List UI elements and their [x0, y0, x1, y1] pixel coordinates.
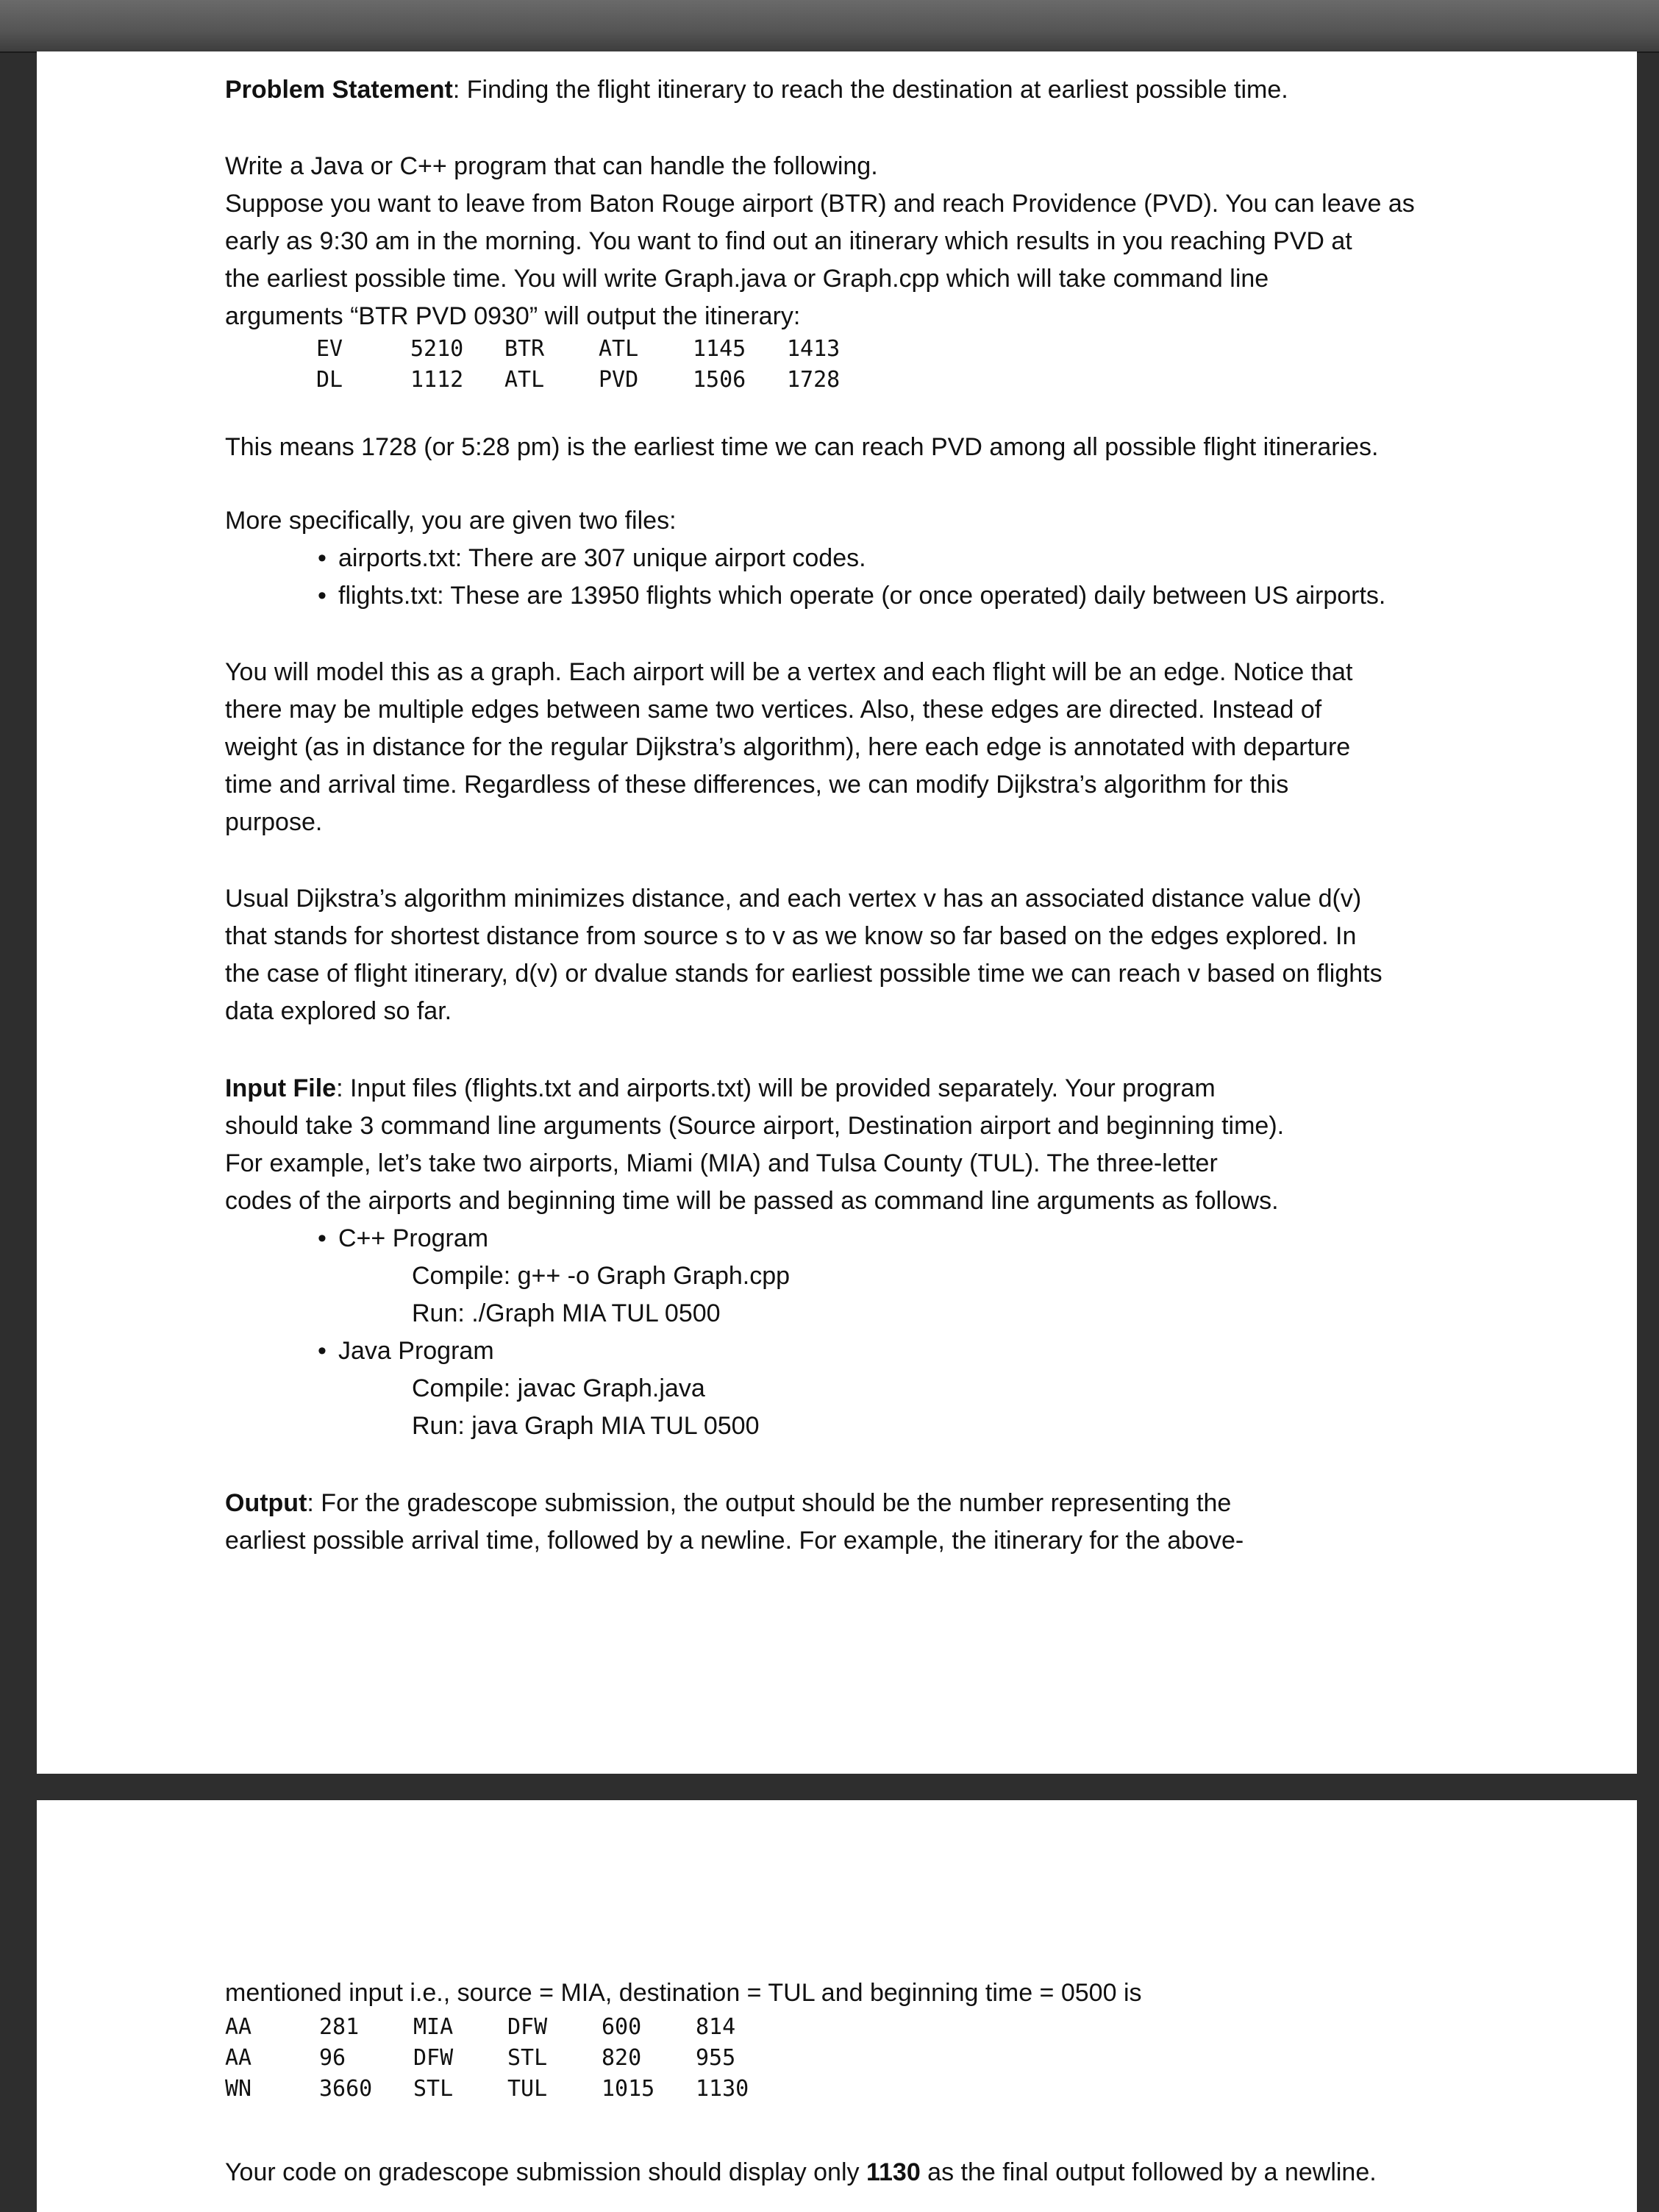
output-line-1: Output: For the gradescope submission, the output should be the number representing the — [225, 1489, 1232, 1517]
list-item: • flights.txt: These are 13950 flights which operate (or once operated) daily between US airports. — [318, 577, 1385, 615]
table-row: EV 5210 BTR ATL 1145 1413 — [316, 336, 841, 362]
model-line-2: there may be multiple edges between same two vertices. Also, these edges are directed. Instead of — [225, 696, 1322, 724]
table-row: DL 1112 ATL PVD 1506 1728 — [316, 367, 841, 393]
dijkstra-line-2: that stands for shortest distance from source s to v as we know so far based on the edges explored. In — [225, 922, 1357, 950]
cpp-run-command: Run: ./Graph MIA TUL 0500 — [412, 1299, 721, 1327]
intro-line-2: Suppose you want to leave from Baton Rouge airport (BTR) and reach Providence (PVD). You can leave as — [225, 190, 1415, 218]
problem-statement: Problem Statement: Finding the flight itinerary to reach the destination at earliest possible time. — [225, 76, 1288, 104]
input-file-line-4: codes of the airports and beginning time will be passed as command line arguments as follows. — [225, 1187, 1279, 1215]
model-line-1: You will model this as a graph. Each airport will be a vertex and each flight will be an edge. Notice that — [225, 658, 1353, 686]
earliest-time-note: This means 1728 (or 5:28 pm) is the earliest time we can reach PVD among all possible flight itineraries. — [225, 433, 1379, 461]
bullet-icon: • — [318, 544, 327, 572]
model-line-3: weight (as in distance for the regular Dijkstra’s algorithm), here each edge is annotated with departure — [225, 733, 1351, 761]
list-item: • airports.txt: There are 307 unique airport codes. — [318, 539, 866, 577]
table-row: AA 281 MIA DFW 600 814 — [225, 2014, 736, 2040]
dijkstra-line-1: Usual Dijkstra’s algorithm minimizes distance, and each vertex v has an associated distance value d(v) — [225, 885, 1362, 913]
intro-line-1: Write a Java or C++ program that can handle the following. — [225, 152, 878, 180]
java-run-command: Run: java Graph MIA TUL 0500 — [412, 1412, 760, 1440]
model-line-4: time and arrival time. Regardless of these differences, we can modify Dijkstra’s algorithm for this — [225, 771, 1289, 799]
bullet-icon: • — [318, 1224, 327, 1252]
bullet-icon: • — [318, 1337, 327, 1365]
files-intro: More specifically, you are given two files: — [225, 507, 677, 535]
input-file-line-3: For example, let’s take two airports, Miami (MIA) and Tulsa County (TUL). The three-letter — [225, 1149, 1218, 1177]
itinerary-table-mia-tul — [225, 2012, 777, 2105]
table-row: AA 96 DFW STL 820 955 — [225, 2045, 736, 2071]
document-page-1 — [37, 51, 1637, 1774]
output-line-2: earliest possible arrival time, followed by a newline. For example, the itinerary for the above- — [225, 1527, 1244, 1555]
input-file-line-2: should take 3 command line arguments (Source airport, Destination airport and beginning time). — [225, 1112, 1285, 1140]
model-line-5: purpose. — [225, 808, 323, 836]
viewer-top-bar — [0, 0, 1659, 53]
cpp-compile-command: Compile: g++ -o Graph Graph.cpp — [412, 1262, 791, 1290]
dijkstra-line-4: data explored so far. — [225, 997, 452, 1025]
java-compile-command: Compile: javac Graph.java — [412, 1374, 705, 1402]
list-item: • Java Program — [318, 1332, 494, 1370]
bullet-icon: • — [318, 582, 327, 610]
table-row: WN 3660 STL TUL 1015 1130 — [225, 2076, 749, 2102]
input-file-line-1: Input File: Input files (flights.txt and airports.txt) will be provided separately. Your program — [225, 1074, 1216, 1102]
dijkstra-line-3: the case of flight itinerary, d(v) or dvalue stands for earliest possible time we can reach v based on flights — [225, 960, 1382, 988]
intro-line-4: the earliest possible time. You will write Graph.java or Graph.cpp which will take command line — [225, 265, 1269, 293]
list-item: • C++ Program — [318, 1219, 488, 1257]
itinerary-table-btr-pvd — [316, 334, 868, 396]
final-output-note: Your code on gradescope submission should display only 1130 as the final output followed by a newline. — [225, 2158, 1377, 2186]
final-output-value: 1130 — [866, 2158, 921, 2186]
intro-line-3: early as 9:30 am in the morning. You want to find out an itinerary which results in you reaching PVD at — [225, 227, 1352, 255]
document-page-2 — [37, 1800, 1637, 2212]
mentioned-input-line: mentioned input i.e., source = MIA, destination = TUL and beginning time = 0500 is — [225, 1979, 1142, 2007]
intro-line-5: arguments “BTR PVD 0930” will output the itinerary: — [225, 302, 801, 330]
